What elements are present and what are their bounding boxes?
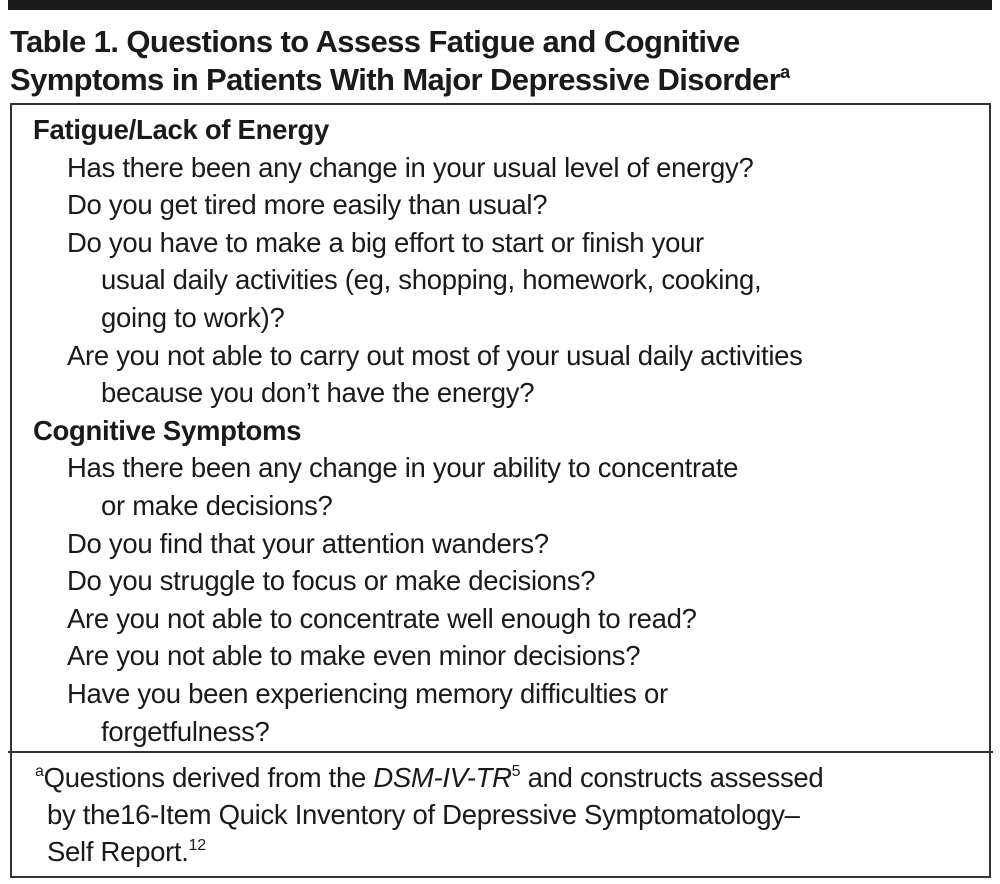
question: Do you find that your attention wanders? [67, 527, 549, 559]
footnote-line-2: by the16-Item Quick Inventory of Depressive Symptomatology– [47, 799, 800, 830]
question-continuation: forgetfulness? [101, 715, 270, 747]
section-heading: Fatigue/Lack of Energy [33, 114, 329, 145]
question-continuation: usual daily activities (eg, shopping, homework, cooking, [101, 264, 762, 296]
question: Has there been any change in your usual level of energy? [67, 151, 754, 183]
question: Are you not able to make even minor decisions? [67, 640, 641, 672]
footnote-marker: a [780, 62, 790, 82]
question-continuation: because you don’t have the energy? [101, 377, 535, 409]
footnote-marker: a [35, 763, 44, 780]
footnote-line-1 [35, 760, 823, 796]
question: Have you been experiencing memory difficulties or [67, 678, 668, 709]
question: Do you get tired more easily than usual? [67, 189, 548, 221]
reference-number: 5 [511, 763, 521, 780]
footnote-text: Self Report. [47, 836, 189, 867]
title-text: Symptoms in Patients With Major Depressive Disorder [10, 62, 781, 97]
question-continuation: going to work)? [101, 302, 285, 333]
reference-number: 12 [188, 837, 206, 854]
footnote-line-3 [47, 834, 206, 870]
footnote-text: Questions derived from the [43, 762, 374, 793]
footnote-text: and constructs assessed [520, 762, 824, 793]
top-rule [8, 0, 992, 10]
footnote-divider [8, 751, 993, 753]
question: Do you struggle to focus or make decisions? [67, 565, 596, 597]
footnote-italic: DSM-IV-TR [373, 762, 512, 793]
question: Has there been any change in your ability to concentrate [67, 452, 739, 484]
question: Are you not able to carry out most of your usual daily activities [67, 339, 803, 371]
question: Do you have to make a big effort to start or finish your [67, 226, 704, 258]
table-title-line-2 [10, 61, 790, 99]
table-title-line-1: Table 1. Questions to Assess Fatigue and Cognitive [10, 24, 740, 59]
question-continuation: or make decisions? [101, 490, 333, 521]
section-heading: Cognitive Symptoms [33, 414, 302, 446]
question: Are you not able to concentrate well enough to read? [67, 602, 697, 634]
